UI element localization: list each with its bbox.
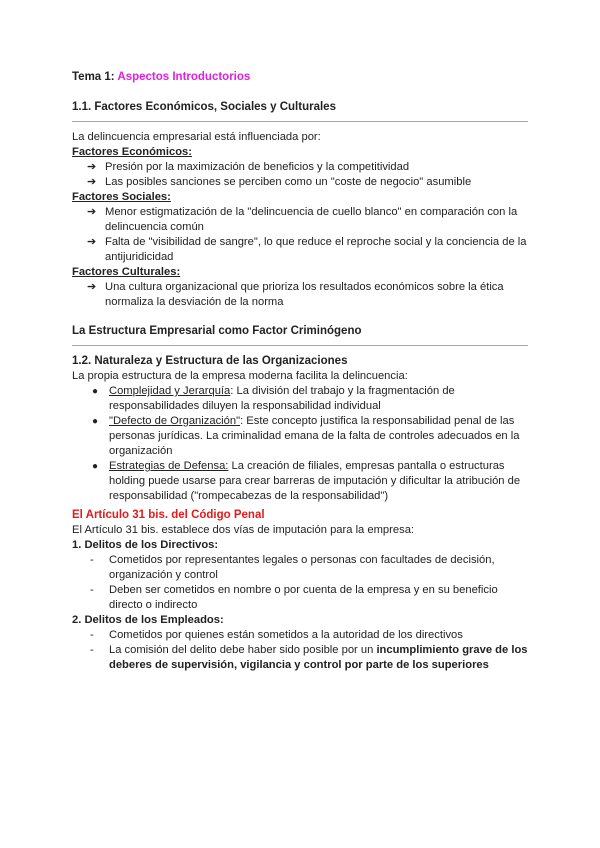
arrow-icon: ➔	[87, 236, 97, 248]
section2-title: La Estructura Empresarial como Factor Criminógeno	[72, 325, 362, 337]
list-item: ➔ Menor estigmatización de la "delincuencia de cuello blanco" en comparación con la delincuencia común	[87, 206, 518, 233]
dash-icon: -	[90, 554, 94, 566]
divider	[72, 345, 528, 346]
section2-intro: La propia estructura de la empresa moderna facilita la delincuencia:	[72, 370, 408, 382]
list-item: ➔ Falta de "visibilidad de sangre", lo que reduce el reproche social y la conciencia de la antijuridicidad	[87, 236, 527, 263]
offence-heading: 2. Delitos de los Empleados:	[72, 614, 224, 626]
factor-heading: Factores Económicos:	[72, 146, 192, 158]
structure-list	[72, 384, 528, 504]
factor-list	[72, 280, 528, 310]
list-item: ➔ Presión por la maximización de beneficios y la competitividad	[87, 161, 410, 173]
dash-icon: -	[90, 644, 94, 656]
bullet-icon: ●	[92, 386, 99, 397]
document-page	[72, 70, 528, 673]
section3-title: El Artículo 31 bis. del Código Penal	[72, 509, 265, 521]
factor-list	[72, 160, 528, 190]
offence-list	[72, 553, 528, 613]
list-item: ● Estrategias de Defensa: La creación de filiales, empresas pantalla o estructuras holding puede usarse para crear barreras de imputación y dificultar la atribución de responsabilidad ("rompecabezas de la responsabilidad")	[92, 460, 521, 502]
factor-list	[72, 205, 528, 265]
factor-heading: Factores Sociales:	[72, 191, 171, 203]
section3-intro: El Artículo 31 bis. establece dos vías de imputación para la empresa:	[72, 524, 415, 536]
list-item: ➔ Una cultura organizacional que prioriza los resultados económicos sobre la ética normaliza la desviación de la norma	[87, 281, 504, 308]
topic-title: Aspectos Introductorios	[117, 71, 251, 83]
list-item: ● Complejidad y Jerarquía: La división del trabajo y la fragmentación de responsabilidades diluyen la responsabilidad individual	[92, 385, 455, 412]
topic-heading	[72, 70, 528, 85]
dash-icon: -	[90, 629, 94, 641]
divider	[72, 121, 528, 122]
arrow-icon: ➔	[87, 176, 97, 188]
list-item: - Deben ser cometidos en nombre o por cuenta de la empresa y en su beneficio directo o indirecto	[90, 584, 498, 611]
arrow-icon: ➔	[87, 161, 97, 173]
dash-icon: -	[90, 584, 94, 596]
list-item: ➔ Las posibles sanciones se perciben como un "coste de negocio" asumible	[87, 176, 472, 188]
arrow-icon: ➔	[87, 206, 97, 218]
section2-subtitle: 1.2. Naturaleza y Estructura de las Organizaciones	[72, 355, 348, 367]
list-item: - La comisión del delito debe haber sido posible por un incumplimiento grave de los deberes de supervisión, vigilancia y control por parte de los superiores	[90, 644, 528, 671]
bullet-icon: ●	[92, 461, 99, 472]
offence-heading: 1. Delitos de los Directivos:	[72, 539, 219, 551]
bullet-icon: ●	[92, 416, 99, 427]
section1-title: 1.1. Factores Económicos, Sociales y Culturales	[72, 101, 336, 113]
offence-list	[72, 628, 528, 673]
factor-heading: Factores Culturales:	[72, 266, 181, 278]
arrow-icon: ➔	[87, 281, 97, 293]
list-item: - Cometidos por representantes legales o personas con facultades de decisión, organización y control	[90, 554, 495, 581]
list-item: ● "Defecto de Organización": Este concepto justifica la responsabilidad penal de las personas jurídicas. La criminalidad emana de la falta de controles adecuados en la organización	[92, 415, 520, 457]
list-item: - Cometidos por quienes están sometidos a la autoridad de los directivos	[90, 629, 463, 641]
section1-intro: La delincuencia empresarial está influenciada por:	[72, 131, 321, 143]
topic-label: Tema 1:	[72, 71, 115, 83]
